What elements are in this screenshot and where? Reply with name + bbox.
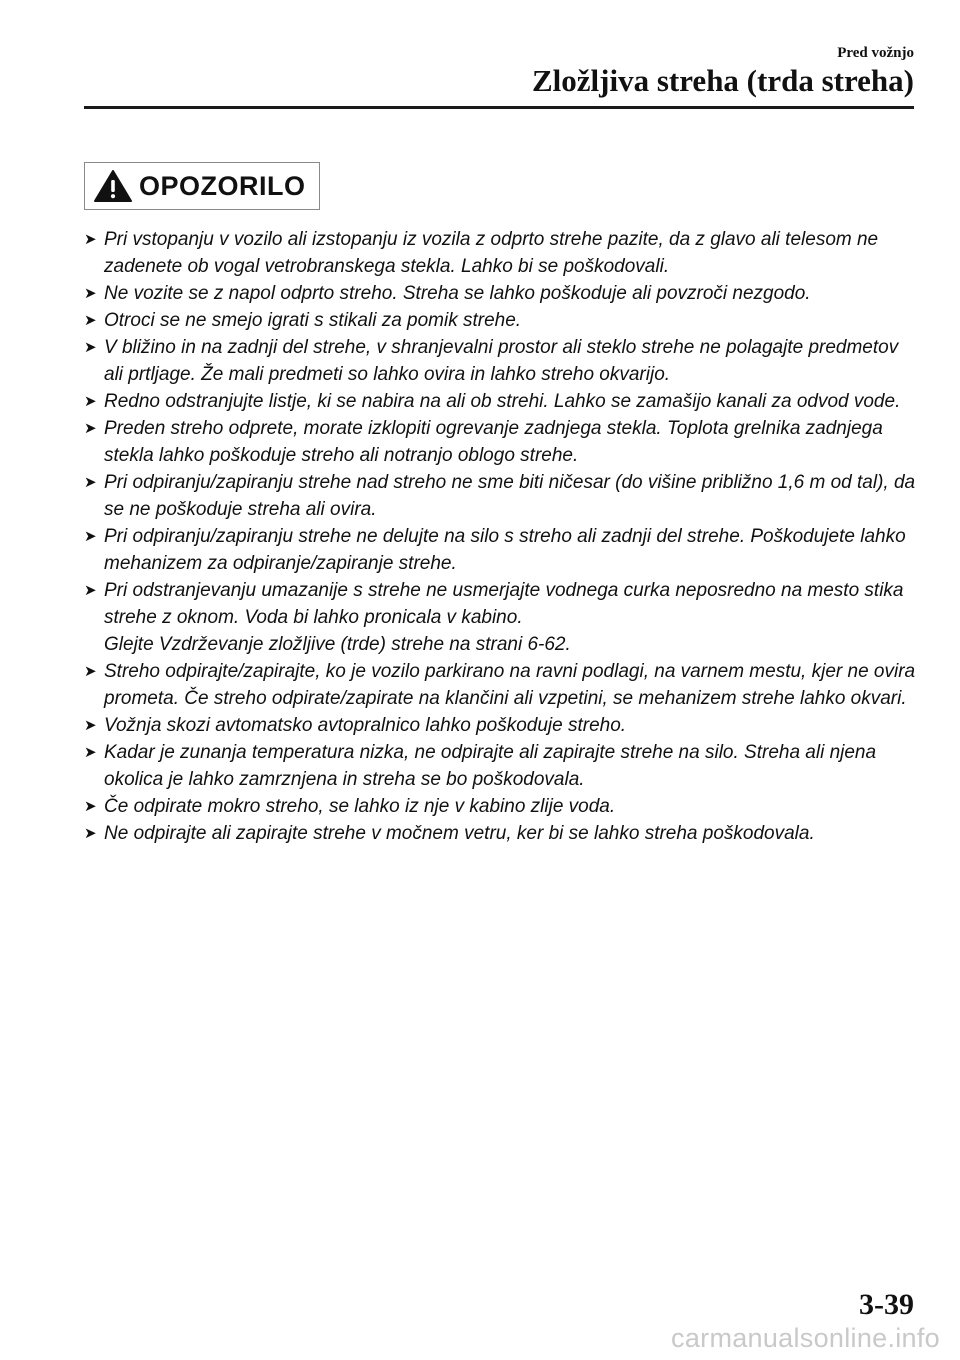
page-header (532, 44, 914, 99)
warning-item-text: Kadar je zunanja temperatura nizka, ne odpirajte ali zapirajte strehe na silo. Streha ali njena okolica je lahko zamrznjena in streha se bo poškodovala. (104, 742, 877, 790)
warning-item-text: Streho odpirajte/zapirajte, ko je vozilo parkirano na ravni podlagi, na varnem mestu, kjer ne ovira prometa. Če streho odpirate/zapirate na klančini ali vzpetini, se mehanizem strehe lahko okvari. (104, 661, 916, 709)
warning-item-text: Ne odpirajte ali zapirajte strehe v močnem vetru, ker bi se lahko streha poškodovala. (104, 823, 815, 844)
arrow-bullet-icon: ➤ (84, 339, 97, 356)
warning-heading (84, 162, 320, 210)
warning-item (84, 415, 916, 469)
warning-triangle-icon (93, 169, 133, 203)
warning-item-text: Pri odpiranju/zapiranju strehe nad streho ne sme biti ničesar (do višine približno 1,6 m od tal), da se ne poškoduje streha ali ovira. (104, 472, 916, 520)
warning-item (84, 334, 916, 388)
arrow-bullet-icon: ➤ (84, 717, 97, 734)
warning-item-text: Ne vozite se z napol odprto streho. Streha se lahko poškoduje ali povzroči nezgodo. (104, 283, 811, 304)
warning-label: OPOZORILO (139, 170, 306, 201)
warning-item (84, 280, 916, 307)
warning-item-text: Pri odstranjevanju umazanije s strehe ne usmerjajte vodnega curka neposredno na mesto stika strehe z oknom. Voda bi lahko pronicala v kabino. (104, 580, 904, 628)
warning-item-text: Če odpirate mokro streho, se lahko iz nje v kabino zlije voda. (104, 796, 616, 817)
warning-item (84, 793, 916, 820)
warning-item (84, 820, 916, 847)
warning-item (84, 523, 916, 577)
warning-item-text: Preden streho odprete, morate izklopiti ogrevanje zadnjega stekla. Toplota grelnika zadnjega stekla lahko poškoduje streho ali notranjo oblogo strehe. (104, 418, 883, 466)
warning-item (84, 712, 916, 739)
arrow-bullet-icon: ➤ (84, 663, 97, 680)
warning-item-text: V bližino in na zadnji del strehe, v shranjevalni prostor ali steklo strehe ne polagajte predmetov ali prtljage. Že mali predmeti so lahko ovira in lahko streho okvarijo. (104, 337, 899, 385)
arrow-bullet-icon: ➤ (84, 393, 97, 410)
watermark: carmanualsonline.info (671, 1323, 940, 1353)
warning-item (84, 577, 916, 658)
arrow-bullet-icon: ➤ (84, 312, 97, 329)
arrow-bullet-icon: ➤ (84, 744, 97, 761)
warning-item-text: Pri odpiranju/zapiranju strehe ne delujte na silo s streho ali zadnji del strehe. Poškodujete lahko mehanizem za odpiranje/zapiranje strehe. (104, 526, 906, 574)
arrow-bullet-icon: ➤ (84, 285, 97, 302)
warning-item-text: Pri vstopanju v vozilo ali izstopanju iz vozila z odprto strehe pazite, da z glavo ali telesom ne zadenete ob vogal vetrobranskega stekla. Lahko bi se poškodovali. (104, 229, 879, 277)
warning-item-text: Redno odstranjujte listje, ki se nabira na ali ob strehi. Lahko se zamašijo kanali za odvod vode. (104, 391, 901, 412)
chapter-title: Zložljiva streha (trda streha) (532, 63, 914, 98)
arrow-bullet-icon: ➤ (84, 825, 97, 842)
warning-item-text: Vožnja skozi avtomatsko avtopralnico lahko poškoduje streho. (104, 715, 627, 736)
arrow-bullet-icon: ➤ (84, 528, 97, 545)
warning-item (84, 658, 916, 712)
page-number: 3-39 (859, 1288, 914, 1321)
arrow-bullet-icon: ➤ (84, 420, 97, 437)
warning-item (84, 388, 916, 415)
arrow-bullet-icon: ➤ (84, 582, 97, 599)
arrow-bullet-icon: ➤ (84, 798, 97, 815)
arrow-bullet-icon: ➤ (84, 474, 97, 491)
warning-item (84, 226, 916, 280)
warning-list (84, 226, 916, 847)
warning-item (84, 739, 916, 793)
header-rule (84, 106, 914, 109)
arrow-bullet-icon: ➤ (84, 231, 97, 248)
warning-item (84, 307, 916, 334)
warning-item-text: Otroci se ne smejo igrati s stikali za pomik strehe. (104, 310, 522, 331)
warning-item (84, 469, 916, 523)
cross-reference: Glejte Vzdrževanje zložljive (trde) strehe na strani 6-62. (104, 634, 571, 655)
section-name: Pred vožnjo (837, 45, 914, 61)
